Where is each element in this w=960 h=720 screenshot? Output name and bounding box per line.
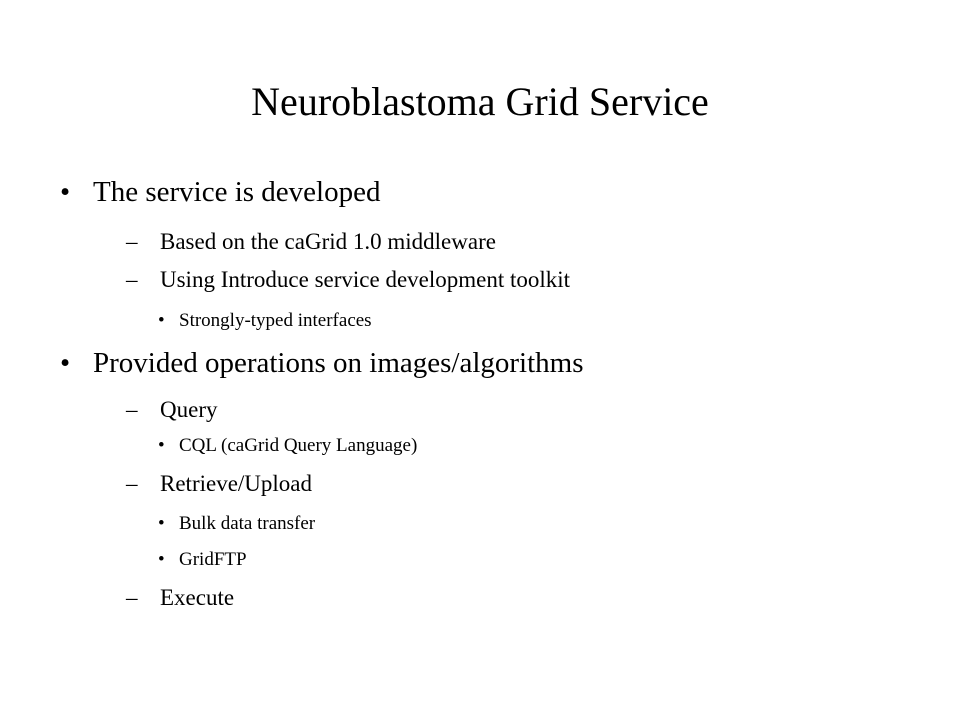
bullet-marker: •: [158, 310, 165, 331]
dash-marker: –: [126, 267, 138, 292]
list-item-text: Bulk data transfer: [179, 513, 316, 534]
bullet-marker: •: [158, 549, 165, 570]
list-item-text: The service is developed: [93, 176, 381, 208]
list-item: [126, 228, 496, 256]
list-item: [158, 512, 316, 536]
list-item-text: Based on the caGrid 1.0 middleware: [160, 229, 496, 254]
dash-marker: –: [126, 585, 138, 610]
dash-marker: –: [126, 229, 138, 254]
list-item-text: Strongly-typed interfaces: [179, 310, 372, 331]
list-item: [60, 175, 381, 209]
list-item: [126, 584, 235, 612]
list-item-text: CQL (caGrid Query Language): [179, 435, 418, 456]
list-item-text: Using Introduce service development toolkit: [160, 267, 571, 292]
dash-marker: –: [126, 471, 138, 496]
list-item: [158, 309, 372, 333]
list-item: [158, 434, 418, 458]
slide-title: Neuroblastoma Grid Service: [251, 79, 709, 124]
list-item: [126, 396, 218, 424]
bullet-marker: •: [60, 176, 71, 208]
list-item: [158, 548, 247, 572]
list-item-text: Provided operations on images/algorithms: [93, 347, 584, 379]
list-item: [60, 346, 584, 380]
bullet-marker: •: [60, 347, 71, 379]
list-item-text: Retrieve/Upload: [160, 471, 313, 496]
list-item-text: Execute: [160, 585, 235, 610]
list-item-text: Query: [160, 397, 218, 422]
bullet-marker: •: [158, 435, 165, 456]
list-item-text: GridFTP: [179, 549, 247, 570]
list-item: [126, 266, 571, 294]
dash-marker: –: [126, 397, 138, 422]
list-item: [126, 470, 313, 498]
bullet-marker: •: [158, 513, 165, 534]
